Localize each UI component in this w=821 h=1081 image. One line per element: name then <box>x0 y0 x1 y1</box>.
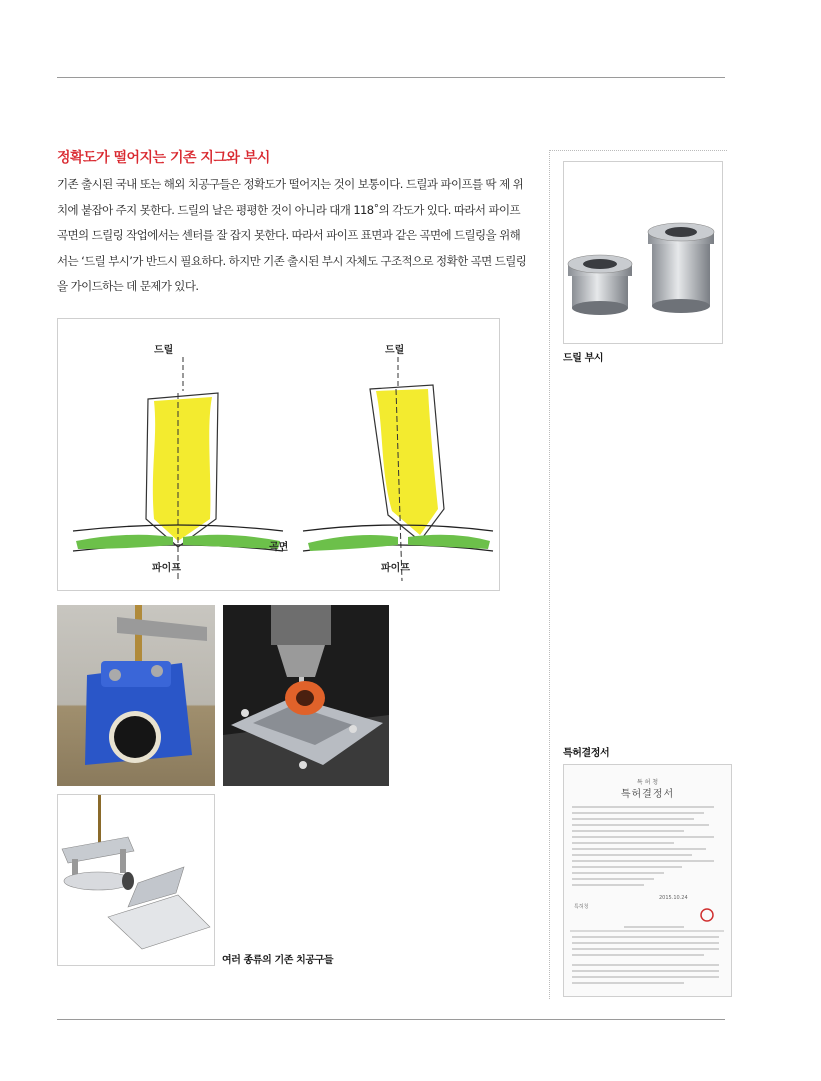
jig-bolt-left <box>109 669 121 681</box>
large-bushing-body <box>652 242 710 306</box>
pipe-label-right: 파이프 <box>381 563 410 574</box>
drill-label-right: 드릴 <box>385 345 405 356</box>
bolt-c <box>299 761 307 769</box>
chuck-top <box>271 605 331 645</box>
jigs-caption: 여러 종류의 기존 치공구들 <box>222 955 334 966</box>
large-bushing-hole <box>665 227 697 237</box>
bolt-b <box>349 725 357 733</box>
small-bushing-hole <box>583 259 617 269</box>
jig-pipe-end <box>122 872 134 890</box>
pipe-hole <box>114 716 156 758</box>
metal-jigs-art <box>58 795 214 965</box>
drill-right-fill <box>376 389 438 535</box>
pipe-right-green-a <box>308 535 398 551</box>
patent-caption: 특허결정서 <box>563 748 610 759</box>
jig-pipe <box>64 872 132 890</box>
angle-base <box>108 895 210 949</box>
pipe-right-green-b <box>408 535 490 549</box>
patent-text-lines <box>564 765 731 996</box>
pipe-right-top <box>303 525 493 531</box>
bolt-a <box>241 709 249 717</box>
patent-office: 특허청 <box>574 904 589 910</box>
curve-label: 곡면 <box>269 542 289 553</box>
article-paragraph: 기존 출시된 국내 또는 해외 치공구들은 정확도가 떨어지는 것이 보통이다. 드릴과 파이프를 딱 제 위치에 붙잡아 주지 못한다. 드릴의 날은 평평한 것이 아니라 대개 118˚의 각도가 있다. 따라서 파이프 곡면의 드릴링 작업에서는 센터를 잘 잡지 못한다. 따라서 파이프 표면과 같은 곡면에 드릴링을 위해서는 ‘드릴 부시’가 반드시 필요하다. 하지만 기존 출시된 부시 자체도 구조적으로 정확한 곡면 드릴링을 가이드하는 데 문제가 있다. <box>57 177 527 293</box>
patent-document <box>563 764 732 997</box>
bottom-rule <box>57 1019 725 1020</box>
section-title: 정확도가 떨어지는 기존 지그와 부시 <box>57 150 270 166</box>
pipe-left-green-b <box>183 535 280 549</box>
clamp-hole <box>296 690 314 706</box>
patent-date: 2015.10.24 <box>659 895 688 901</box>
jig-leg-right <box>120 849 126 873</box>
patent-title: 특허결정서 <box>620 789 675 800</box>
pipe-left-green-a <box>76 535 173 549</box>
drill-press-art <box>223 605 389 786</box>
drill-diagram <box>57 318 500 591</box>
blue-jig-art <box>57 605 215 786</box>
chuck <box>277 645 325 677</box>
photo-metal-jigs <box>57 794 215 966</box>
large-bushing-bottom <box>652 299 710 313</box>
drill-left-fill <box>153 397 212 541</box>
bushing-caption: 드릴 부시 <box>563 353 604 364</box>
photo-drill-press <box>223 605 389 786</box>
jig-bolt-right <box>151 665 163 677</box>
patent-authority: 특 허 청 <box>636 779 659 786</box>
top-rule <box>57 77 725 78</box>
bushing-art <box>564 162 722 343</box>
bushing-photo <box>563 161 723 344</box>
drill-label-left: 드릴 <box>154 345 174 356</box>
photo-blue-jig <box>57 605 215 786</box>
pipe-background <box>117 617 207 641</box>
small-bushing-bottom <box>572 301 628 315</box>
patent-seal <box>701 909 713 921</box>
pipe-label-left: 파이프 <box>152 563 181 574</box>
